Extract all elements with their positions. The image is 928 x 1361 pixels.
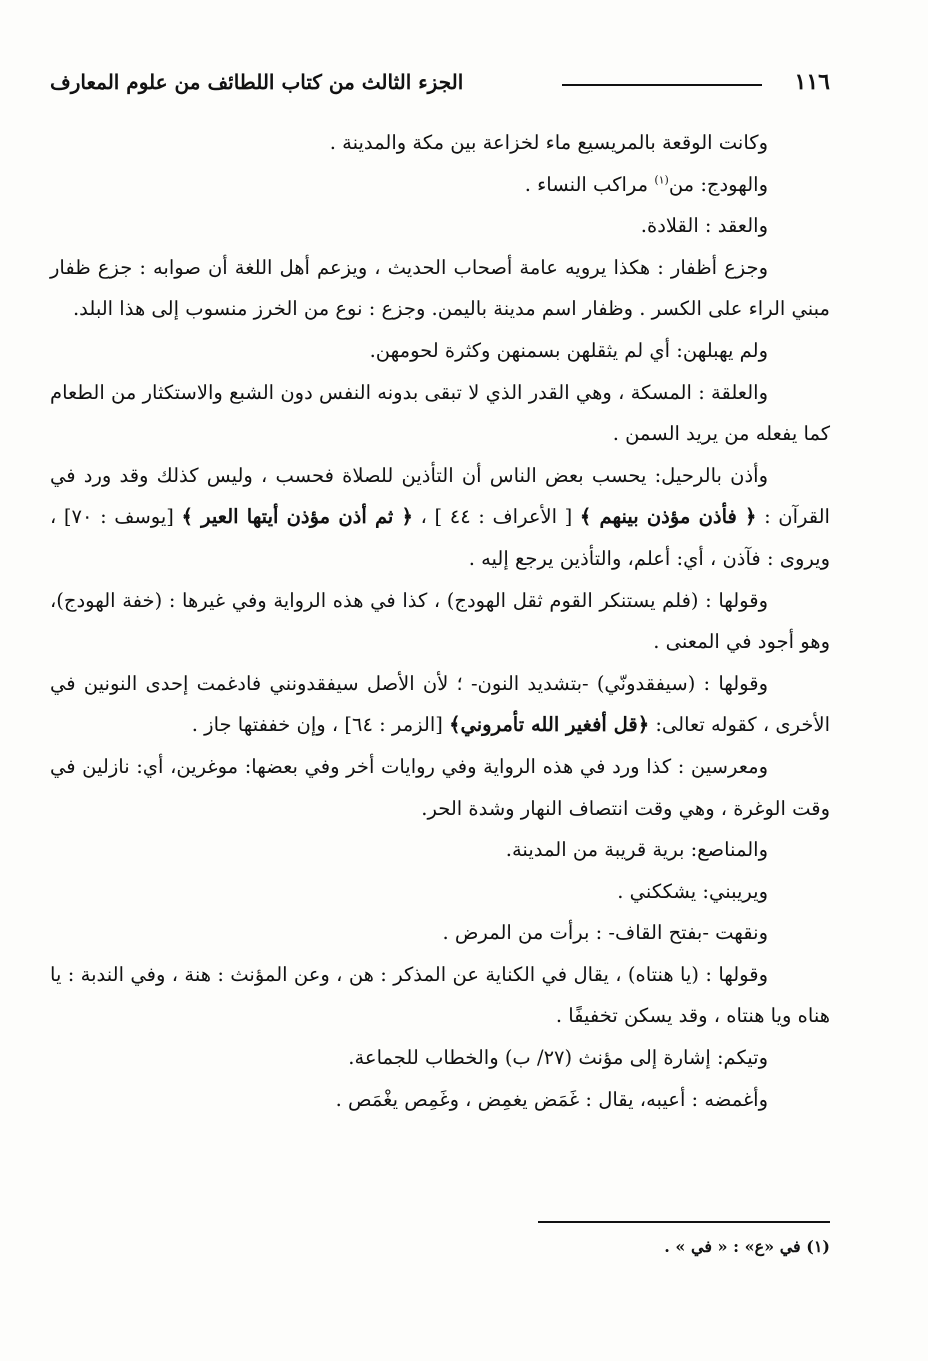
paragraph [50, 205, 830, 247]
paragraph [50, 122, 830, 164]
text-run: وكانت الوقعة بالمريسيع ماء لخزاعة بين مكة والمدينة . [329, 131, 768, 154]
page-number: ١١٦ [794, 69, 830, 95]
paragraph [50, 746, 830, 829]
text-run: والعلقة : المسكة ، وهي القدر الذي لا تبقى بدونه النفس دون الشبع والاستكثار من الطعام كما يفعله من يريد السمن . [50, 380, 830, 446]
text-run: مراكب النساء . [524, 172, 655, 196]
text-run: وقولها : (فلم يستنكر القوم ثقل الهودج) ، كذا في هذه الرواية وفي غيرها : (خفة الهودج)، وهو أجود في المعنى . [50, 588, 830, 654]
header-rule [562, 84, 762, 86]
paragraph [50, 164, 830, 206]
paragraph [50, 580, 830, 663]
paragraph [50, 1037, 830, 1079]
text-run: ونقهت -بفتح القاف- : برأت من المرض . [442, 921, 768, 945]
footnote-rule [538, 1221, 830, 1223]
text-run: وقولها : (سيفقدونّي) -بتشديد النون- ؛ لأن الأصل سيفقدونني فادغمت إحدى النونين في الأخرى ، كقوله تعالى: [50, 671, 830, 737]
main-text [50, 122, 830, 1120]
text-run: والهودج: من [668, 172, 768, 196]
text-run: ولم يهبلهن: أي لم يثقلهن بسمنهن وكثرة لحومهن. [369, 338, 768, 362]
text-run: [يوسف : ٧٠] ، ويروى : فآذن ، أي: أعلم، والتأذين يرجع إليه . [50, 505, 830, 570]
page-header [50, 66, 830, 102]
paragraph [50, 829, 830, 871]
text-run: [الزمر : ٦٤] ، وإن خففتها جاز . [191, 713, 450, 737]
paragraph [50, 247, 830, 330]
text-run: ومعرسين : كذا ورد في هذه الرواية وفي روايات أخر وفي بعضها: موغرين، أي: نازلين في وقت الوغرة ، وهي وقت انتصاف النهار وشدة الحر. [50, 754, 830, 820]
text-run: وجزع أظفار : هكذا يرويه عامة أصحاب الحديث ، ويزعم أهل اللغة أن صوابه : جزع ظفار مبني الراء على الكسر . وظفار اسم مدينة باليمن. وجزع : نوع من الخرز منسوب إلى هذا البلد. [50, 255, 830, 321]
footnote: (١) في «ع» : « في » . [664, 1237, 830, 1256]
quran-quote: ﴿ فأذن مؤذن بينهم ﴾ [579, 505, 757, 529]
quran-quote: ﴿ ثم أذن مؤذن أيتها العير ﴾ [181, 505, 413, 529]
running-title: الجزء الثالث من كتاب اللطائف من علوم المعارف [50, 70, 464, 94]
quran-quote: ﴿قل أفغير الله تأمروني﴾ [449, 713, 650, 737]
text-run: والمناصع: برية قريبة من المدينة. [505, 838, 768, 862]
text-run: ويريبني: يشككني . [617, 879, 768, 903]
text-run: وتيكم: إشارة إلى مؤنث (٢٧/ ب) والخطاب للجماعة. [348, 1046, 768, 1070]
footnote-marker: (١) [654, 173, 669, 187]
paragraph [50, 912, 830, 954]
paragraph [50, 330, 830, 372]
paragraph [50, 663, 830, 746]
paragraph [50, 871, 830, 913]
text-run: وأذن بالرحيل: يحسب بعض الناس أن التأذين للصلاة فحسب ، وليس كذلك وقد ورد في القرآن : [50, 463, 830, 529]
text-run: وقولها : (يا هنتاه) ، يقال في الكناية عن المذكر : هن ، وعن المؤنث : هنة ، وفي الندبة : يا هناه ويا هنتاه ، وقد يسكن تخفيفًا . [50, 962, 830, 1028]
paragraph [50, 1079, 830, 1121]
paragraph [50, 372, 830, 455]
footnotes [330, 1232, 830, 1262]
text-run: [ الأعراف : ٤٤ ] ، [412, 505, 580, 529]
text-run: وأغمضه : أعيبه، يقال : غَمَض يغمِض ، وغَمِص يغْمَص . [335, 1087, 768, 1111]
paragraph [50, 455, 830, 580]
text-run: والعقد : القلادة. [640, 214, 768, 238]
paragraph [50, 954, 830, 1037]
